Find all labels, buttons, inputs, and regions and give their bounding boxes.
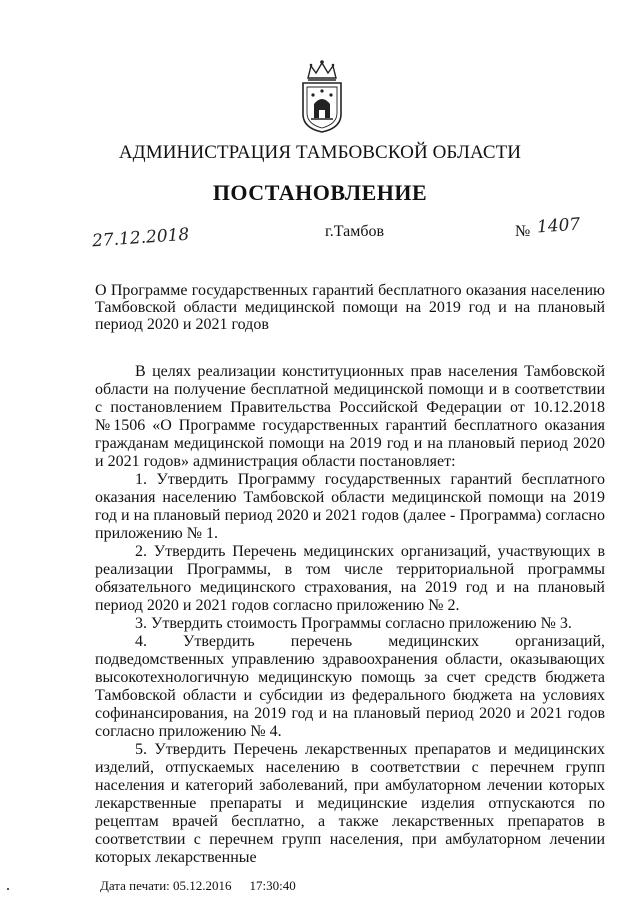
document-type-title: ПОСТАНОВЛЕНИЕ [212,180,428,205]
scan-speck [7,888,9,890]
clause-paragraph: 3. Утвердить стоимость Программы согласно приложению № 3. [135,615,572,632]
print-time: 17:30:40 [249,878,296,893]
coat-of-arms-emblem [298,58,346,134]
print-footer [100,878,296,894]
handwritten-date: 27.12.2018 [91,224,190,252]
clause-paragraph: 2. Утвердить Перечень медицинских организаций, участвующих в реализации Программы, в том числе территориальной программы обязательного медицинского страхования, на 2019 год и на плановый период 2020 и 2021 годов согласно приложению № 2. [95,543,605,614]
print-date: Дата печати: 05.12.2016 [100,878,232,893]
city-label: г.Тамбов [325,223,385,240]
preamble-paragraph: В целях реализации конституционных прав населения Тамбовской области на получение бесплатной медицинской помощи и в соответствии с постановлением Правительства Российской Федерации от 10.12.2018 №1506 «О Программе государственных гарантий бесплатного оказания гражданам медицинской помощи на 2019 год и на плановый период 2020 и 2021 годов» администрация области постановляет: [95,363,605,470]
handwritten-number: 1407 [536,214,581,238]
document-subject: О Программе государственных гарантий бесплатного оказания населению Тамбовской области медицинской помощи на 2019 год и на плановый период 2020 и 2021 годов [95,282,605,333]
clause-paragraph: 5. Утвердить Перечень лекарственных препаратов и медицинских изделий, отпускаемых населению в соответствии с перечнем групп населения и категорий заболеваний, при амбулаторном лечении которых лекарственные препараты и медицинские изделия отпускаются по рецептам врачей бесплатно, а также лекарственных препаратов в соответствии с перечнем групп населения, при амбулаторном лечении которых лекарственные [95,741,605,866]
clause-paragraph: 1. Утвердить Программу государственных гарантий бесплатного оказания населению Тамбовской области медицинской помощи на 2019 год и на плановый период 2020 и 2021 годов (далее - Программа) согласно приложению № 1. [95,471,605,542]
organization-name: АДМИНИСТРАЦИЯ ТАМБОВСКОЙ ОБЛАСТИ [118,142,522,163]
number-label: № [515,223,531,240]
document-body [95,363,605,867]
clause-paragraph: 4. Утвердить перечень медицинских организаций, подведомственных управлению здравоохранения области, оказывающих высокотехнологичную медицинскую помощь за счет средств бюджета Тамбовской области и субсидии из федерального бюджета на условиях софинансирования, на 2019 год и на плановый период 2020 и 2021 годов согласно приложению № 4. [95,633,605,740]
